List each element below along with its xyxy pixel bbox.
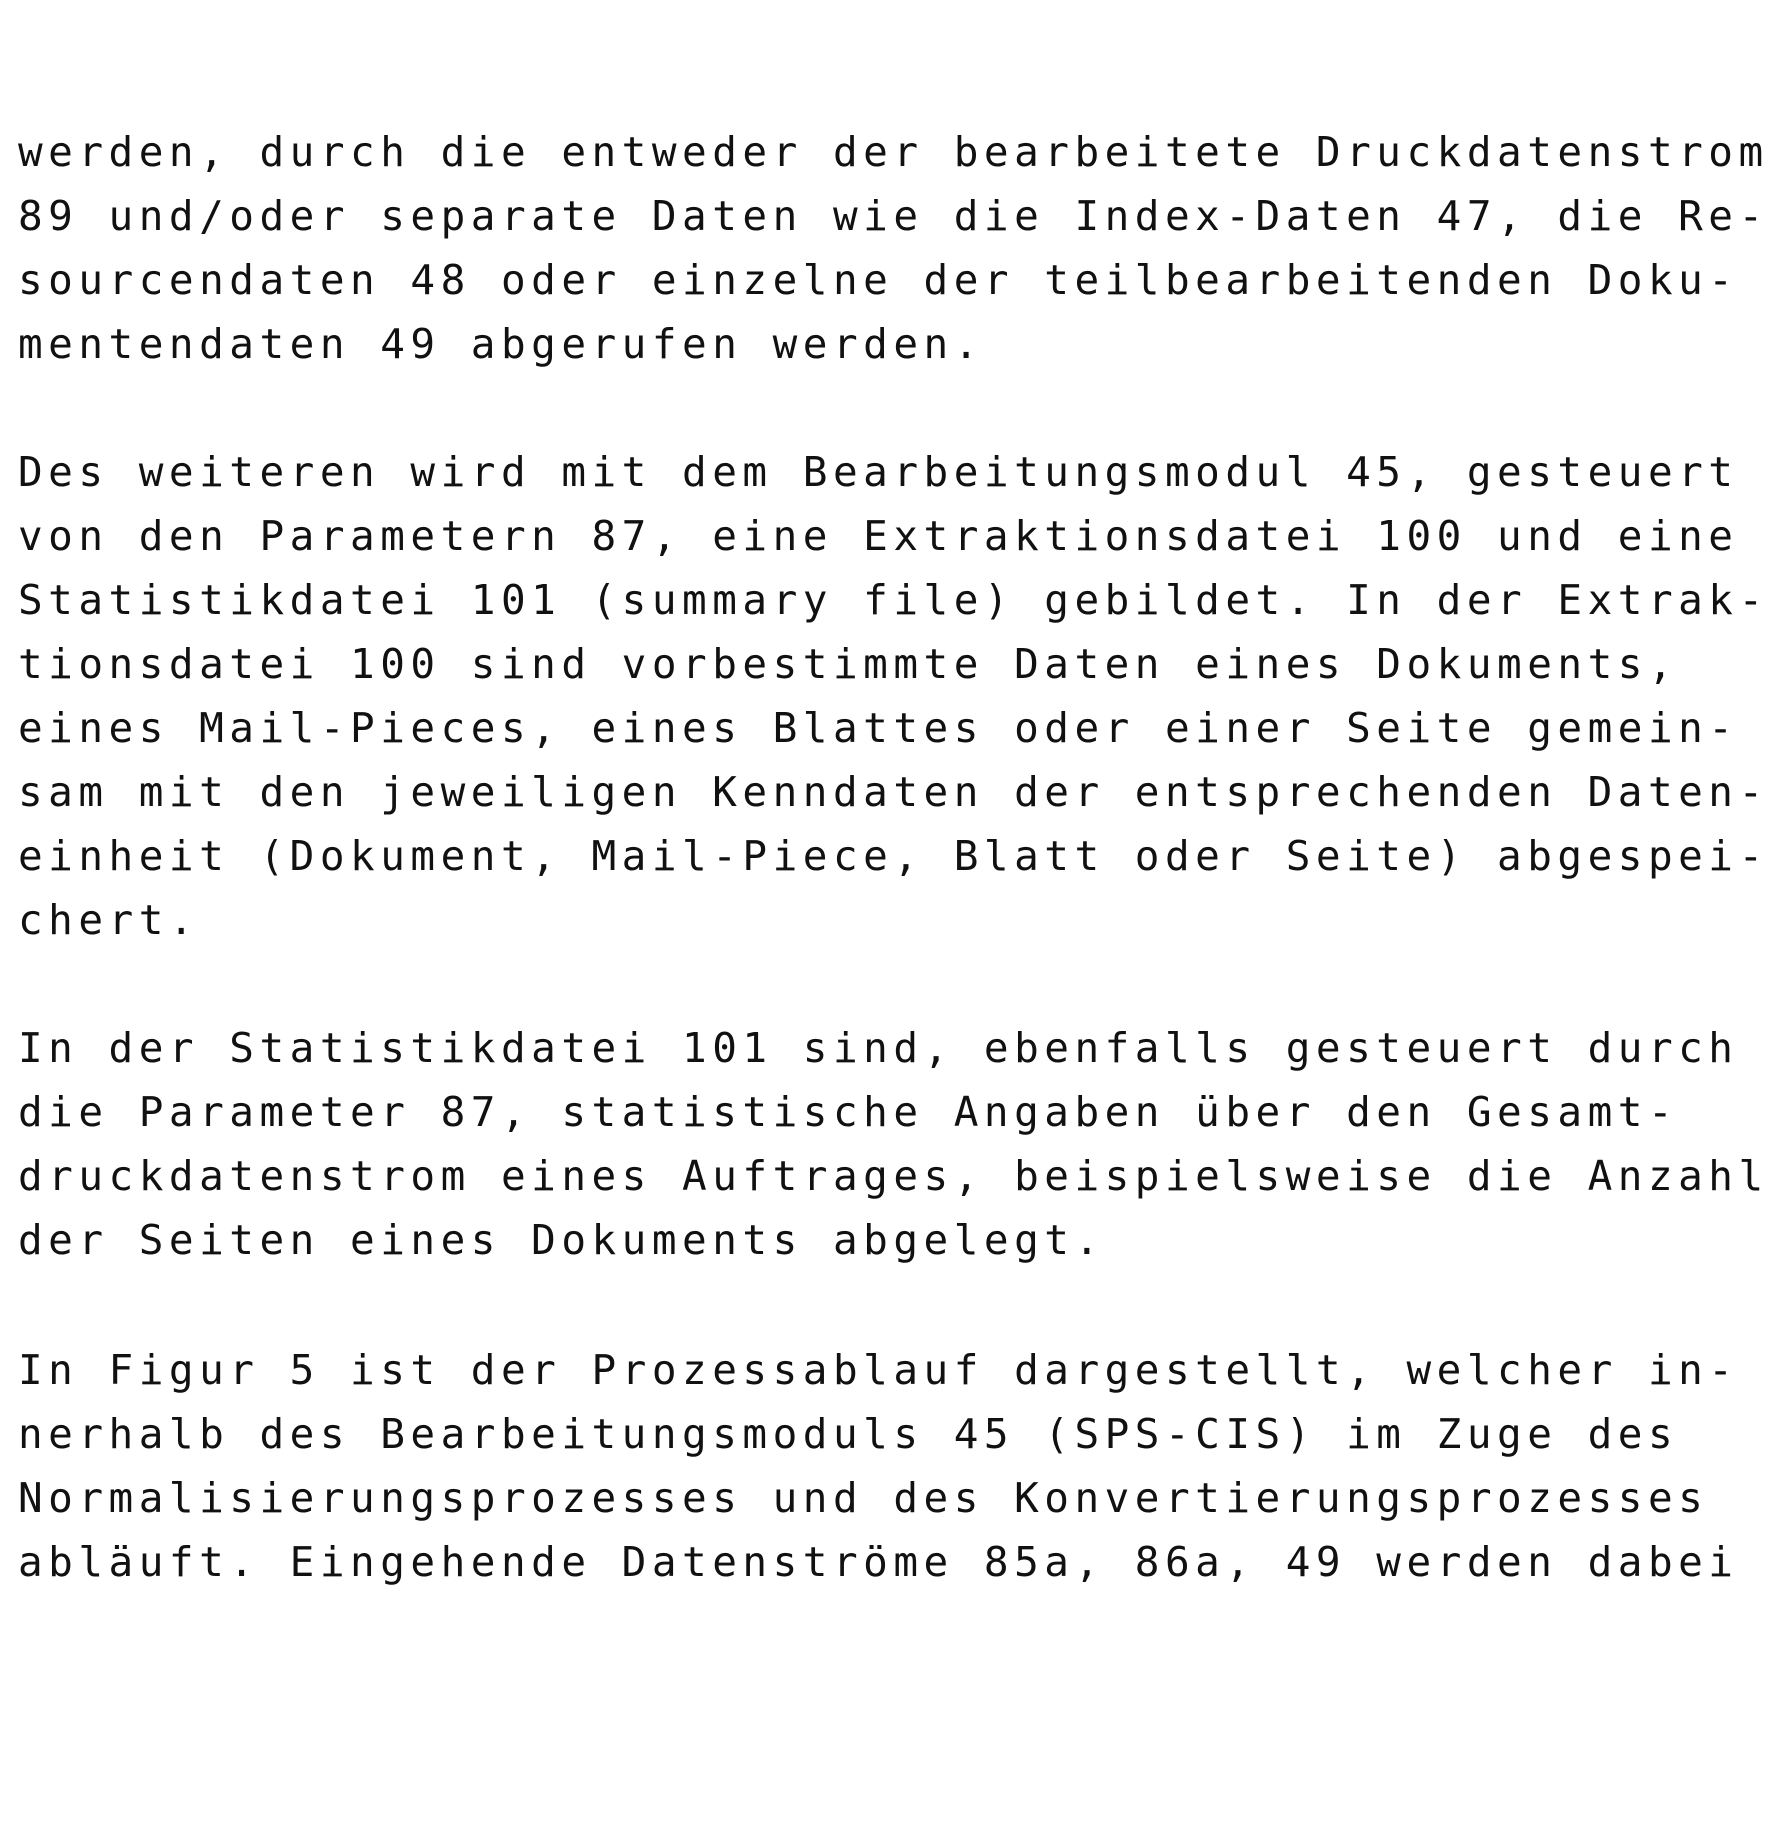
text-line: der Seiten eines Dokuments abgelegt.: [18, 1216, 1105, 1264]
text-line: 89 und/oder separate Daten wie die Index-Daten 47, die Re-: [18, 192, 1769, 240]
text-line: tionsdatei 100 sind vorbestimmte Daten eines Dokuments,: [18, 640, 1679, 688]
text-line: sourcendaten 48 oder einzelne der teilbearbeitenden Doku-: [18, 256, 1739, 304]
text-line: eines Mail-Pieces, eines Blattes oder einer Seite gemein-: [18, 704, 1739, 752]
text-line: von den Parametern 87, eine Extraktionsdatei 100 und eine: [18, 512, 1739, 560]
text-line: nerhalb des Bearbeitungsmoduls 45 (SPS-CIS) im Zuge des: [18, 1410, 1679, 1458]
text-line: Normalisierungsprozesses und des Konvertierungsprozesses: [18, 1474, 1709, 1522]
text-line: Des weiteren wird mit dem Bearbeitungsmodul 45, gesteuert: [18, 448, 1739, 496]
text-line: die Parameter 87, statistische Angaben über den Gesamt-: [18, 1088, 1679, 1136]
text-line: werden, durch die entweder der bearbeitete Druckdatenstrom: [18, 128, 1769, 176]
text-line: Statistikdatei 101 (summary file) gebildet. In der Extrak-: [18, 576, 1769, 624]
text-line: einheit (Dokument, Mail-Piece, Blatt oder Seite) abgespei-: [18, 832, 1769, 880]
text-line: chert.: [18, 896, 200, 944]
text-line: abläuft. Eingehende Datenströme 85a, 86a, 49 werden dabei: [18, 1538, 1739, 1586]
text-line: druckdatenstrom eines Auftrages, beispielsweise die Anzahl: [18, 1152, 1769, 1200]
text-line: sam mit den jeweiligen Kenndaten der entsprechenden Daten-: [18, 768, 1769, 816]
text-line: mentendaten 49 abgerufen werden.: [18, 320, 984, 368]
text-line: In der Statistikdatei 101 sind, ebenfalls gesteuert durch: [18, 1024, 1739, 1072]
text-line: In Figur 5 ist der Prozessablauf dargestellt, welcher in-: [18, 1346, 1739, 1394]
